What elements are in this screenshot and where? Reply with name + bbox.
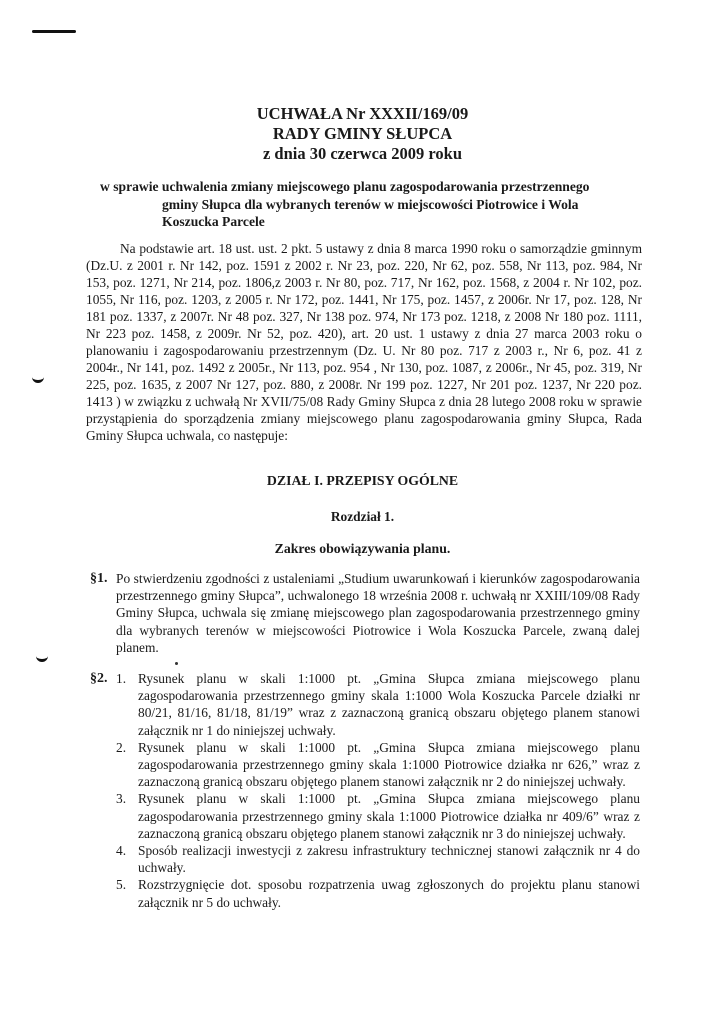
list-item: 5. Rozstrzygnięcie dot. sposobu rozpatrzenia uwag zgłoszonych do projektu planu stanowi załącznik nr 5 do uchwały. <box>116 877 640 910</box>
resolution-subject <box>100 178 620 231</box>
list-item: 3. Rysunek planu w skali 1:1000 pt. „Gmina Słupca zmiana miejscowego planu zagospodarowania przestrzennego gminy skala 1:1000 Piotrowice działka nr 409/6” wraz z zaznaczoną granicą obszaru objętego planem stanowi załącznik nr 3 do niniejszej uchwały. <box>116 791 640 841</box>
division-title: DZIAŁ I. PRZEPISY OGÓLNE <box>266 473 459 488</box>
resolution-number: UCHWAŁA Nr XXXII/169/09 <box>256 104 469 123</box>
paragraph-1 <box>90 570 640 656</box>
scope-title: Zakres obowiązywania planu. <box>274 541 451 556</box>
legal-basis-preamble <box>86 240 642 444</box>
preamble-text: Na podstawie art. 18 ust. ust. 2 pkt. 5 ustawy z dnia 8 marca 1990 roku o samorządzie gminnym (Dz.U. z 2001 r. Nr 142, poz. 1591 z 2002 r. Nr 23, poz. 220, Nr 62, poz. 558, Nr 113, poz. 984, Nr 153, poz. 1271, Nr 214, poz. 1806,z 2003 r. Nr 80, poz. 717, Nr 162, poz. 1568, z 2004 r. Nr 102, poz. 1055, Nr 116, poz. 1203, z 2005 r. Nr 172, poz. 1441, Nr 175, poz. 1457, z 2006r. Nr 17, poz. 128, Nr 181 poz. 1337, z 2007r. Nr 48 poz. 327, Nr 138 poz. 974, Nr 173 poz. 1218, z 2008 Nr 180 poz. 1111, Nr 223 poz. 1458, z 2009r. Nr 52, poz. 420), art. 20 ust. 1 ustawy z dnia 27 marca 2003 roku o planowaniu i zagospodarowaniu przestrzennym (Dz. U. Nr 80 poz. 717 z 2003 r., Nr 6, poz. 41 z 2004r., Nr 141, poz. 1492 z 2005r., Nr 113, poz. 954 , Nr 130, poz. 1087, z 2006r., Nr 45, poz. 319, Nr 225, poz. 1635, z 2007 Nr 127, poz. 880, z 2008r. Nr 199 poz. 1227, Nr 201 poz. 1237, Nr 220 poz. 1413 ) w związku z uchwałą Nr XVII/75/08 Rady Gminy Słupca z dnia 28 lutego 2008 roku w sprawie przystąpienia do sporządzenia zmiany miejscowego planu zagospodarowania gminy Słupca, Rada Gminy Słupca uchwala, co następuje: <box>86 241 642 443</box>
resolution-date: z dnia 30 czerwca 2009 roku <box>262 144 463 163</box>
paragraph-text: Po stwierdzeniu zgodności z ustaleniami „Studium uwarunkowań i kierunków zagospodarowania przestrzennego gminy Słupca”, uchwalonego 18 września 2008 r. uchwałą nr XXIII/109/08 Rady Gminy Słupca, uchwala się zmianę miejscowego plan zagospodarowania przestrzennego gminy dla wybranych terenów w miejscowości Piotrowice i Wola Koszucka Parcele, zwaną dalej planem. <box>116 571 640 655</box>
paragraph-number: §1. <box>90 571 108 586</box>
paragraph-number: §2. <box>90 671 108 686</box>
punch-hole-mark <box>36 654 48 662</box>
chapter-title: Rozdział 1. <box>330 509 395 524</box>
subject-line: w sprawie uchwalenia zmiany miejscowego planu zagospodarowania przestrzennego <box>100 179 590 194</box>
list-item: 1. Rysunek planu w skali 1:1000 pt. „Gmina Słupca zmiana miejscowego planu zagospodarowania przestrzennego gminy skala 1:1000 Wola Koszucka Parcele działki nr 80/21, 81/16, 81/18, 81/19” wraz z zaznaczoną granicą obszaru objętego planem stanowi załącznik nr 1 do niniejszej uchwały. <box>116 671 640 738</box>
punch-hole-mark <box>32 375 44 383</box>
paragraph-2 <box>90 670 640 911</box>
resolution-header <box>0 104 725 164</box>
list-item: 4. Sposób realizacji inwestycji z zakresu infrastruktury technicznej stanowi załącznik nr 4 do uchwały. <box>116 843 640 876</box>
attachment-list <box>116 670 640 911</box>
paragraph-body <box>116 670 640 911</box>
subject-line: Koszucka Parcele <box>162 214 265 229</box>
scan-mark <box>32 30 76 33</box>
scan-dot <box>175 662 178 665</box>
list-item: 2. Rysunek planu w skali 1:1000 pt. „Gmina Słupca zmiana miejscowego planu zagospodarowania przestrzennego gminy skala 1:1000 Piotrowice działka nr 626,” wraz z zaznaczoną granicą obszaru objętego planem stanowi załącznik nr 2 do niniejszej uchwały. <box>116 739 640 790</box>
subject-line: gminy Słupca dla wybranych terenów w miejscowości Piotrowice i Wola <box>162 196 579 212</box>
council-name: RADY GMINY SŁUPCA <box>272 124 453 143</box>
